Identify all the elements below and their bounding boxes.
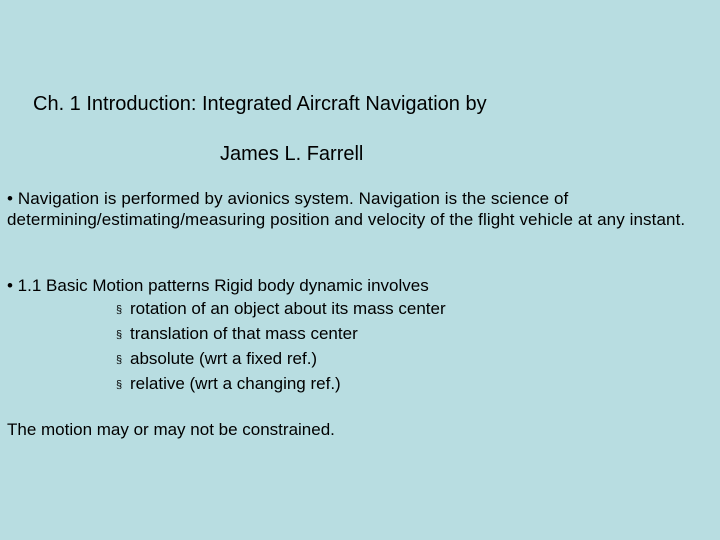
list-item [116,372,446,397]
list-item-text: relative (wrt a changing ref.) [130,374,341,393]
square-bullet-icon: § [116,379,123,391]
slide-title-author: James L. Farrell [220,143,364,165]
closing-statement: The motion may or may not be constrained. [7,420,335,439]
list-item-text: rotation of an object about its mass center [130,299,446,318]
basic-motion-paragraph: • 1.1 Basic Motion patterns Rigid body dynamic involves [7,276,429,295]
slide-title-line-1: Ch. 1 Introduction: Integrated Aircraft Navigation by [33,93,487,115]
motion-sub-list [116,297,446,397]
square-bullet-icon: § [116,304,123,316]
square-bullet-icon: § [116,329,123,341]
list-item-text: absolute (wrt a fixed ref.) [130,349,318,368]
square-bullet-icon: § [116,354,123,366]
list-item [116,297,446,322]
list-item [116,322,446,347]
list-item [116,347,446,372]
navigation-definition-paragraph: • Navigation is performed by avionics system. Navigation is the science of determining/estimating/measuring position and velocity of the flight vehicle at any instant. [7,189,686,229]
list-item-text: translation of that mass center [130,324,358,343]
